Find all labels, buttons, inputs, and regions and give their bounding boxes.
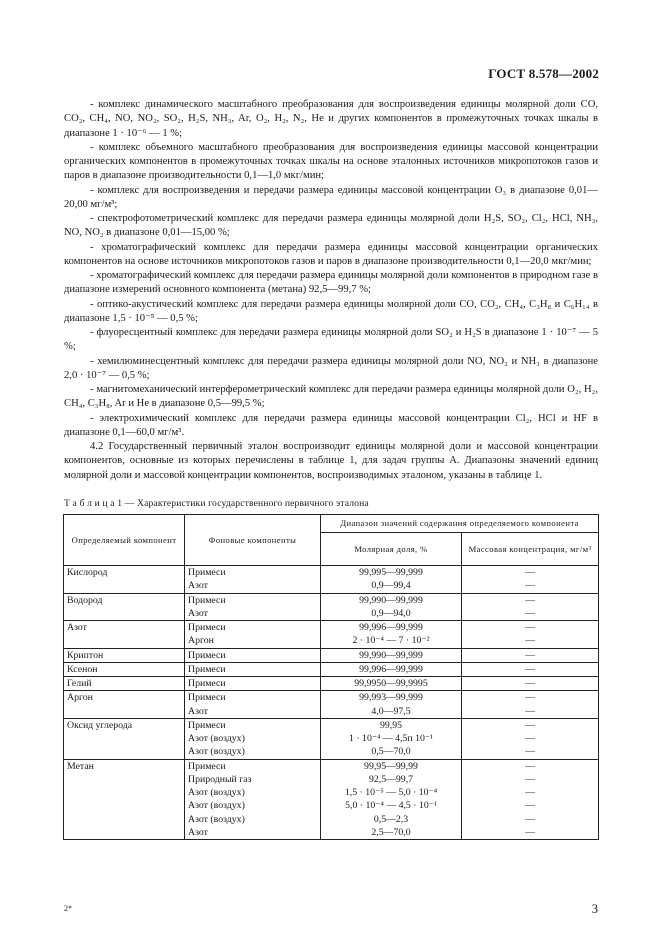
cell-background: Примеси [185, 648, 321, 662]
paragraph: 4.2 Государственный первичный эталон воспроизводит единицы молярной доли и массовой концентрации компонентов, основные из которых перечислены в таблице 1, для задач группы А. Диапазоны значений единиц молярной доли и массовой концентрации компонентов, воспроизводимых эталоном, указаны в таблице 1. [64, 441, 598, 481]
table-row [64, 607, 599, 621]
cell-molar-fraction: 2 · 10⁻⁴ — 7 · 10⁻² [321, 634, 462, 648]
cell-mass-concentration: — [462, 662, 599, 676]
cell-background: Природный газ [185, 773, 321, 786]
standard-designation: ГОСТ 8.578—2002 [488, 66, 599, 81]
cell-mass-concentration: — [462, 621, 599, 635]
cell-mass-concentration: — [462, 677, 599, 691]
body-text [64, 98, 598, 483]
page-mark: 2* [64, 904, 72, 913]
cell-component [64, 786, 185, 799]
cell-mass-concentration: — [462, 799, 599, 812]
cell-molar-fraction: 0,9—94,0 [321, 607, 462, 621]
cell-molar-fraction: 99,95 [321, 718, 462, 732]
table-row [64, 718, 599, 732]
table-caption: Т а б л и ц а 1 — Характеристики государственного первичного эталона [64, 498, 369, 509]
cell-background: Азот [185, 579, 321, 593]
cell-mass-concentration: — [462, 691, 599, 705]
paragraph: - комплекс для воспроизведения и передачи размера единицы массовой концентрации O₃ в диапазоне 0,01—20,00 мг/м³; [64, 184, 598, 210]
cell-component: Водород [64, 593, 185, 607]
cell-mass-concentration: — [462, 705, 599, 719]
cell-molar-fraction: 99,996—99,999 [321, 621, 462, 635]
cell-mass-concentration: — [462, 745, 599, 759]
header-molar: Молярная доля, % [321, 533, 462, 566]
cell-molar-fraction: 4,0—97,5 [321, 705, 462, 719]
paragraph: - хроматографический комплекс для передачи размера единицы массовой концентрации органических компонентов на основе источников микропотоков газов и паров в диапазоне производительности 0,1—20,0 мкг/мин; [64, 241, 598, 267]
cell-molar-fraction: 1 · 10⁻⁴ — 4,5п 10⁻¹ [321, 732, 462, 745]
cell-background: Азот (воздух) [185, 732, 321, 745]
header-mass: Массовая концентрация, мг/м³ [462, 533, 599, 566]
cell-molar-fraction: 99,990—99,999 [321, 648, 462, 662]
table-row [64, 786, 599, 799]
paragraph: - оптико-акустический комплекс для передачи размера единицы молярной доли CO, CO₂, CH₄, C₃H₈ и C₆H₁₄ в диапазоне 1,5 · 10⁻⁵ — 0,5 %; [64, 298, 598, 324]
table-row [64, 813, 599, 826]
table-row [64, 648, 599, 662]
cell-background: Азот [185, 705, 321, 719]
table-row [64, 691, 599, 705]
paragraph: - комплекс объемного масштабного преобразования для воспроизведения единицы массовой концентрации органических компонентов в промежуточных точках шкалы на основе эталонных источников микропотоков газов и паров в диапазоне производительности 0,1—1,0 мкг/мин; [64, 141, 598, 182]
cell-molar-fraction: 99,996—99,999 [321, 662, 462, 676]
paragraph: - магнитомеханический интерферометрический комплекс для передачи размера единицы молярной доли O₂, H₂, CH₄, C₃H₈, Ar и He в диапазоне 0,5—99,5 %; [64, 384, 598, 410]
cell-mass-concentration: — [462, 773, 599, 786]
cell-molar-fraction: 0,5—2,3 [321, 813, 462, 826]
table-row [64, 826, 599, 840]
table-row [64, 621, 599, 635]
cell-background: Примеси [185, 677, 321, 691]
cell-background: Азот (воздух) [185, 799, 321, 812]
cell-mass-concentration: — [462, 732, 599, 745]
cell-molar-fraction: 99,990—99,999 [321, 593, 462, 607]
header-range: Диапазон значений содержания определяемого компонента [321, 515, 599, 533]
page-number: 3 [591, 902, 598, 916]
cell-component: Оксид углерода [64, 718, 185, 732]
cell-component: Аргон [64, 691, 185, 705]
cell-molar-fraction: 99,95—99,99 [321, 759, 462, 773]
table-row [64, 745, 599, 759]
cell-mass-concentration: — [462, 634, 599, 648]
table-row [64, 634, 599, 648]
cell-molar-fraction: 99,995—99,999 [321, 566, 462, 580]
cell-component [64, 773, 185, 786]
paragraph: - флуоресцентный комплекс для передачи размера единицы молярной доли SO₂ и H₂S в диапазоне 1 · 10⁻⁷ — 5 %; [64, 327, 598, 353]
cell-mass-concentration: — [462, 566, 599, 580]
table-row [64, 799, 599, 812]
cell-background: Примеси [185, 691, 321, 705]
cell-mass-concentration: — [462, 813, 599, 826]
cell-background: Примеси [185, 566, 321, 580]
table-row [64, 579, 599, 593]
cell-mass-concentration: — [462, 759, 599, 773]
cell-background: Азот [185, 826, 321, 840]
table-body [64, 566, 599, 840]
cell-component: Метан [64, 759, 185, 773]
cell-background: Аргон [185, 634, 321, 648]
cell-molar-fraction: 2,5—70,0 [321, 826, 462, 840]
table-row [64, 593, 599, 607]
header-component: Определяемый компонент [64, 515, 185, 566]
cell-background: Примеси [185, 621, 321, 635]
cell-molar-fraction: 1,5 · 10⁻⁵ — 5,0 · 10⁻⁴ [321, 786, 462, 799]
cell-background: Азот [185, 607, 321, 621]
paragraph: - спектрофотометрический комплекс для передачи размера единицы молярной доли H₂S, SO₂, Cl₂, HCl, NH₃, NO, NO₂ в диапазоне 0,01—15,00 %; [64, 213, 598, 239]
cell-mass-concentration: — [462, 786, 599, 799]
cell-component [64, 813, 185, 826]
table-row [64, 773, 599, 786]
cell-component: Ксенон [64, 662, 185, 676]
cell-component [64, 579, 185, 593]
cell-mass-concentration: — [462, 579, 599, 593]
table-row [64, 759, 599, 773]
paragraph: - хемилюминесцентный комплекс для передачи размера единицы молярной доли NO, NO₂ и NH₃ в диапазоне 2,0 · 10⁻⁷ — 0,5 %; [64, 355, 598, 381]
cell-molar-fraction: 5,0 · 10⁻⁴ — 4,5 · 10⁻¹ [321, 799, 462, 812]
cell-component: Гелий [64, 677, 185, 691]
table-row [64, 566, 599, 580]
cell-background: Азот (воздух) [185, 786, 321, 799]
cell-background: Примеси [185, 718, 321, 732]
cell-component [64, 745, 185, 759]
cell-molar-fraction: 0,9—99,4 [321, 579, 462, 593]
cell-component [64, 826, 185, 840]
cell-background: Азот (воздух) [185, 813, 321, 826]
paragraph: - комплекс динамического масштабного преобразования для воспроизведения единицы молярной доли CO, CO₂, CH₄, NO, NO₂, SO₂, H₂S, NH₃, Ar, O₂, H₂, N₂, He и других компонентов в промежуточных точках шкалы в диапазоне 1 · 10⁻⁶ — 1 %; [64, 99, 598, 139]
cell-background: Азот (воздух) [185, 745, 321, 759]
cell-component [64, 634, 185, 648]
cell-background: Примеси [185, 759, 321, 773]
cell-component [64, 705, 185, 719]
table-row [64, 677, 599, 691]
cell-background: Примеси [185, 593, 321, 607]
cell-mass-concentration: — [462, 648, 599, 662]
cell-component [64, 607, 185, 621]
cell-molar-fraction: 0,5—70,0 [321, 745, 462, 759]
cell-molar-fraction: 99,9950—99,9995 [321, 677, 462, 691]
cell-mass-concentration: — [462, 593, 599, 607]
paragraph: - электрохимический комплекс для передачи размера единицы массовой концентрации Cl₂, HCl и HF в диапазоне 0,1—60,0 мг/м³. [64, 412, 598, 438]
characteristics-table [63, 514, 599, 840]
cell-mass-concentration: — [462, 718, 599, 732]
cell-mass-concentration: — [462, 607, 599, 621]
cell-component [64, 732, 185, 745]
table-row [64, 662, 599, 676]
cell-component: Кислород [64, 566, 185, 580]
header-background: Фоновые компоненты [185, 515, 321, 566]
cell-background: Примеси [185, 662, 321, 676]
table-row [64, 732, 599, 745]
cell-mass-concentration: — [462, 826, 599, 840]
cell-molar-fraction: 99,993—99,999 [321, 691, 462, 705]
cell-component: Криптон [64, 648, 185, 662]
cell-molar-fraction: 92,5—99,7 [321, 773, 462, 786]
cell-component: Азот [64, 621, 185, 635]
table-row [64, 705, 599, 719]
cell-component [64, 799, 185, 812]
paragraph: - хроматографический комплекс для передачи размера единицы молярной доли компонентов в природном газе в диапазоне измерений основного компонента (метана) 92,5—99,7 %; [64, 270, 598, 296]
